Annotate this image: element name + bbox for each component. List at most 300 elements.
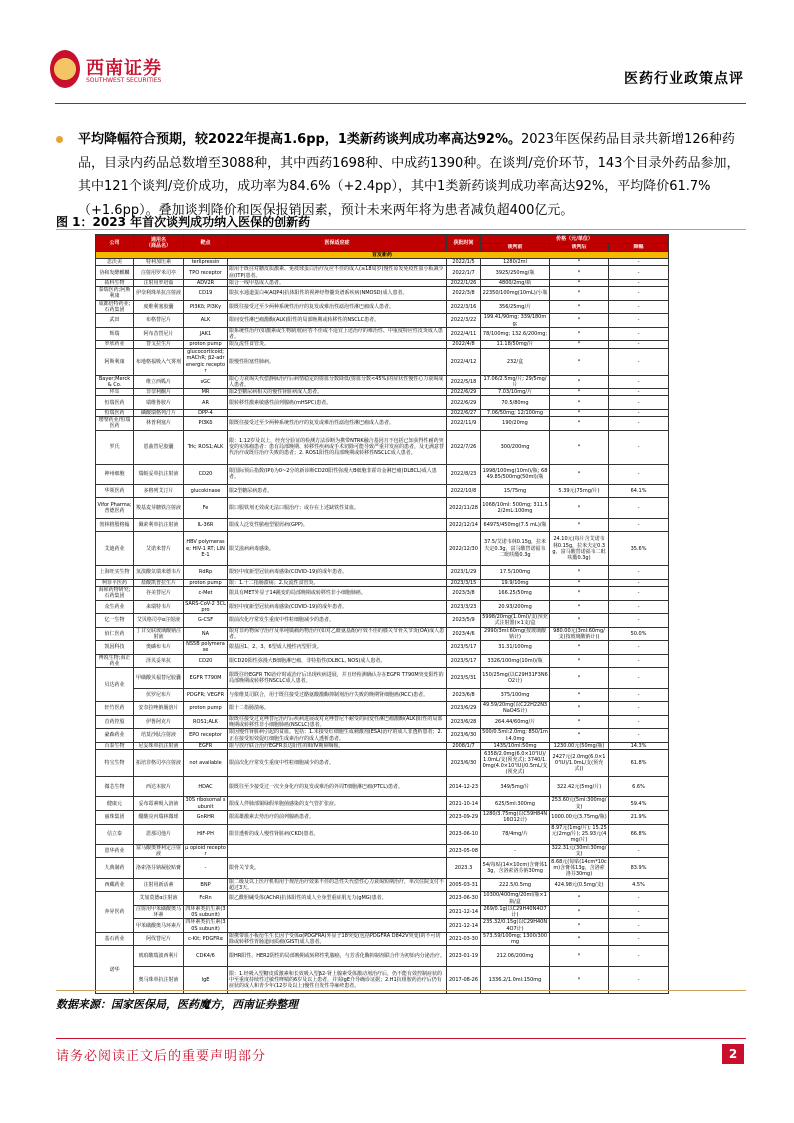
- cell-date: 2023/3/15: [447, 579, 481, 586]
- cell-price-before: 190/20mg: [481, 417, 550, 431]
- cell-name: 培莫沙肽注射液: [134, 729, 184, 743]
- table-row: [96, 858, 669, 878]
- cell-target: G-CSF: [184, 614, 228, 628]
- cell-target: MR: [184, 389, 228, 396]
- cell-price-drop: -: [609, 966, 669, 993]
- category-label: 首发新药: [96, 252, 669, 259]
- cell-price-drop: -: [609, 498, 669, 518]
- cell-price-before: 6358/2.0mg(6.0×10⁷IU)/1.0mL/支(预充式); 3740/1.0mg(4.0×10⁷IU)/0.5mL/支(预充式): [481, 749, 550, 776]
- table-row: [96, 566, 669, 580]
- table-row: [96, 287, 669, 301]
- cell-company: 璎黎药业/恒瑞医药: [96, 417, 134, 431]
- cell-price-after: *: [550, 600, 609, 614]
- table-row: [96, 614, 669, 628]
- footer-divider: [56, 1038, 746, 1039]
- cell-date: 2022/11/28: [447, 498, 481, 518]
- cell-price-before: 1435/10ml:50mg: [481, 742, 550, 749]
- cell-price-drop: -: [609, 946, 669, 966]
- table-row: [96, 417, 669, 431]
- cell-price-drop: -: [609, 287, 669, 301]
- cell-price-after: *: [550, 688, 609, 702]
- cell-name: 伊鲁阿克片: [134, 715, 184, 729]
- cell-price-before: 19.9/10mg: [481, 579, 550, 586]
- header-indication: 医保适应症: [228, 235, 447, 252]
- cell-price-before: 235.32/0.15g(以C29H40N4O7计): [481, 919, 550, 933]
- cell-price-after: *: [550, 905, 609, 919]
- cell-name: 拓培非格司亭注射液: [134, 749, 184, 776]
- cell-target: proton pump: [184, 579, 228, 586]
- cell-price-before: 212.06/200mg: [481, 946, 550, 966]
- cell-target: HDAC: [184, 777, 228, 797]
- table-row: [96, 688, 669, 702]
- cell-indication: 限成人泛发性脓疱型银屑病(GPP)。: [228, 518, 447, 532]
- cell-name: 布地格福吸入气雾剂: [134, 348, 184, 375]
- cell-price-after: *: [550, 654, 609, 668]
- cell-price-after: *: [550, 729, 609, 743]
- cell-company: 协和发酵麒麟: [96, 266, 134, 280]
- cell-name: 洛索洛芬钠凝胶贴膏: [134, 858, 184, 878]
- cell-price-before: 356/25mg/片: [481, 300, 550, 314]
- cell-name: 伏罗尼布片: [134, 688, 184, 702]
- cell-target: RdRp: [184, 566, 228, 580]
- cell-target: NS5B polymerase: [184, 641, 228, 655]
- cell-price-drop: -: [609, 464, 669, 484]
- cell-name: 度维利塞胶囊: [134, 300, 184, 314]
- cell-company: 罗氏: [96, 430, 134, 464]
- cell-price-drop: -: [609, 518, 669, 532]
- cell-indication: 限既往经EGFR TKI治疗时或治疗后出现疾病进展，并且经检测确认存在EGFR T790M突变阳性的局部晚期或转移性NSCLC成人患者。: [228, 668, 447, 688]
- cell-target: PI3Kδ; PI3Kγ: [184, 300, 228, 314]
- cell-price-drop: -: [609, 715, 669, 729]
- cell-price-before: 54/每贴(14×10cm)含膏体13g，含洛索洛芬钠30mg: [481, 858, 550, 878]
- cell-name: 泽贝妥单抗: [134, 654, 184, 668]
- cell-date: 2023/5/17: [447, 641, 481, 655]
- cell-price-before: 15/75mg: [481, 484, 550, 498]
- cell-company: 上海旺实生物: [96, 566, 134, 580]
- cell-indication: 限携带血小板衍生生长因子受体α(PDGFRA)外显子18突变(包括PDGFRA D842V突变)的不可切除或转移性胃肠道间质瘤(GIST)成人患者。: [228, 932, 447, 946]
- cell-price-drop: 21.9%: [609, 810, 669, 824]
- cell-price-drop: -: [609, 409, 669, 416]
- table-row: [96, 579, 669, 586]
- cell-name: 阿伐替尼片: [134, 932, 184, 946]
- cell-price-after: *: [550, 932, 609, 946]
- cell-company: 百泰生物: [96, 742, 134, 749]
- cell-company: 豪森药业: [96, 729, 134, 743]
- cell-price-drop: -: [609, 259, 669, 266]
- data-source: 数据来源：国家医保局，医药魔方，西南证券整理: [56, 998, 298, 1011]
- header-company: 公司: [96, 235, 134, 252]
- cell-name: 艾贝格司亭α注射液: [134, 614, 184, 628]
- cell-name: 氢溴酸氘瑞米德韦片: [134, 566, 184, 580]
- cell-price-drop: 14.3%: [609, 742, 669, 749]
- cell-price-drop: -: [609, 375, 669, 389]
- cell-date: 2022/3/8: [447, 287, 481, 301]
- cell-price-after: 322.42元(5mg/片): [550, 777, 609, 797]
- cell-target: AR: [184, 396, 228, 410]
- cell-price-after: 2427元(2.0mg(6.0×10⁷IU)/1.0mL/支(预充式)): [550, 749, 609, 776]
- table-row: [96, 729, 669, 743]
- cell-name: 阿布昔替尼片: [134, 327, 184, 341]
- cell-name: 瑞维鲁胺片: [134, 396, 184, 410]
- cell-indication: 限成人伴肺部铜绿假单胞菌感染的支气管扩张症。: [228, 797, 447, 811]
- report-type: 医药行业政策点评: [624, 71, 744, 87]
- cell-price-before: 70.5/80mg: [481, 396, 550, 410]
- cell-price-drop: -: [609, 641, 669, 655]
- cell-indication: [228, 905, 447, 919]
- cell-name: 替戈拉生片: [134, 341, 184, 348]
- cell-price-after: *: [550, 259, 609, 266]
- cell-company: 艾迪药业: [96, 532, 134, 566]
- cell-company: 佰仁医药: [96, 627, 134, 641]
- cell-price-before: 222.5/0.5mg: [481, 878, 550, 892]
- cell-price-after: *: [550, 579, 609, 586]
- table-header-row: [96, 235, 669, 244]
- cell-indication: 限艾滋病病毒感染。: [228, 532, 447, 566]
- cell-company: 奔昇医药: [96, 892, 134, 933]
- cell-price-before: 1280/3.75mg(以C59H84N16O12计): [481, 810, 550, 824]
- table-row: [96, 314, 669, 328]
- table-row: [96, 389, 669, 396]
- cell-price-before: 17.06/2.5mg/片; 29/5mg/片: [481, 375, 550, 389]
- table-row: [96, 932, 669, 946]
- cell-target: -: [184, 858, 228, 878]
- cell-price-before: 264.44/60mg/片: [481, 715, 550, 729]
- cell-date: 2022/1/5: [447, 259, 481, 266]
- cell-price-before: 78/100mg; 132.6/200mg;: [481, 327, 550, 341]
- cell-target: PDGFR; VEGFR: [184, 688, 228, 702]
- cell-price-after: 1000.00元(3.75mg/瓶): [550, 810, 609, 824]
- cell-name: 恩那司他片: [134, 824, 184, 844]
- table-row: [96, 341, 669, 348]
- cell-price-drop: -: [609, 905, 669, 919]
- cell-price-drop: -: [609, 919, 669, 933]
- cell-price-after: *: [550, 327, 609, 341]
- cell-target: not available: [184, 749, 228, 776]
- cell-company: 神州细胞: [96, 464, 134, 484]
- cell-price-drop: -: [609, 702, 669, 716]
- cell-name: 注射用甲苯磺酸奥马环素: [134, 905, 184, 919]
- cell-name: 注射用罗米司亭: [134, 266, 184, 280]
- cell-target: HBV polymerase; HIV-1 RT; LINE-1: [184, 532, 228, 566]
- cell-price-drop: -: [609, 300, 669, 314]
- footer-disclaimer: 请务必阅读正文后的重要声明部分: [56, 1049, 267, 1064]
- cell-name: 维立西呱片: [134, 375, 184, 389]
- header-after: 谈判后: [550, 243, 609, 252]
- table-row: [96, 396, 669, 410]
- table-row: [96, 266, 669, 280]
- cell-price-before: 375/100mg: [481, 688, 550, 702]
- cell-indication: 限需雄激素去势治疗的前列腺癌患者。: [228, 810, 447, 824]
- table-row: [96, 824, 669, 844]
- table-row: [96, 300, 669, 314]
- cell-price-before: 1280/2ml: [481, 259, 550, 266]
- cell-price-drop: -: [609, 614, 669, 628]
- cell-name: 盐酸凯普拉生片: [134, 579, 184, 586]
- cell-target: CDK4/6: [184, 946, 228, 966]
- cell-target: terlipressin: [184, 259, 228, 266]
- cell-price-after: *: [550, 566, 609, 580]
- cell-date: 2023/5/17: [447, 654, 481, 668]
- header-name: 通用名 （商品名）: [134, 235, 184, 252]
- table-row: [96, 518, 669, 532]
- paragraph-lead: 平均降幅符合预期，较2022年提高1.6pp，1类新药谈判成功率高达92%。: [78, 132, 521, 147]
- table-row: [96, 654, 669, 668]
- cell-name: 注射用新活素: [134, 878, 184, 892]
- table-row: [96, 375, 669, 389]
- cell-date: 2023/5/9: [447, 614, 481, 628]
- table-row: [96, 348, 669, 375]
- table-row: [96, 905, 669, 919]
- cell-company: 贝达药业: [96, 668, 134, 702]
- cell-price-before: 31.31/100mg: [481, 641, 550, 655]
- cell-price-drop: -: [609, 729, 669, 743]
- cell-target: Fe: [184, 498, 228, 518]
- cell-name: 西达本胺片: [134, 777, 184, 797]
- cell-date: 2022/7/26: [447, 430, 481, 464]
- table-row: [96, 749, 669, 776]
- table-row: [96, 586, 669, 600]
- cell-price-after: *: [550, 586, 609, 600]
- table-row: [96, 919, 669, 933]
- cell-date: 2023/3/8: [447, 586, 481, 600]
- cell-price-before: 625/5ml:300mg: [481, 797, 550, 811]
- cell-company: 华领医药: [96, 484, 134, 498]
- logo-mark-icon: [50, 50, 80, 88]
- cell-date: 2023/3/23: [447, 600, 481, 614]
- cell-indication: 限合一线甲基成人患者。: [228, 279, 447, 286]
- table-row: [96, 259, 669, 266]
- bullet-icon: [56, 136, 63, 143]
- table-row: [96, 715, 669, 729]
- cell-indication: 限2型糖尿病相关的慢性肾脏病成人患者。: [228, 389, 447, 396]
- cell-date: 2023/6/29: [447, 702, 481, 716]
- cell-price-drop: -: [609, 417, 669, 431]
- cell-indication: 限与放疗联合治疗EGFR表达阳性的III/IV期鼻咽癌。: [228, 742, 447, 749]
- cell-date: 2022/10/8: [447, 484, 481, 498]
- cell-price-after: *: [550, 668, 609, 688]
- cell-date: 2022/3/16: [447, 300, 481, 314]
- cell-date: 2005-03-31: [447, 878, 481, 892]
- cell-name: 艾诺米替片: [134, 532, 184, 566]
- cell-target: IgE: [184, 966, 228, 993]
- table-row: [96, 498, 669, 518]
- cell-date: 2021-03-30: [447, 932, 481, 946]
- cell-price-after: 322.31元(30ml:30mg/支): [550, 844, 609, 858]
- cell-target: TPO receptor: [184, 266, 228, 280]
- cell-price-after: 1230.00元(50mg/瓶): [550, 742, 609, 749]
- cell-indication: 限既往接受过至少两种系统性治疗的复发或难治性滤泡性淋巴瘤成人患者。: [228, 417, 447, 431]
- cell-price-after: *: [550, 375, 609, 389]
- cell-target: CD19: [184, 287, 228, 301]
- cell-indication: [228, 844, 447, 858]
- cell-price-before: 2990/3ml:60mg(按玻璃酸钠计): [481, 627, 550, 641]
- cell-price-before: 20.93/200mg: [481, 600, 550, 614]
- cell-company: 丽珠集团: [96, 810, 134, 824]
- cell-company: 特宝生物: [96, 749, 134, 776]
- cell-price-after: *: [550, 641, 609, 655]
- cell-target: PI3Kδ: [184, 417, 228, 431]
- cell-indication: 限既往接受过至少两种系统性治疗的复发或难治性滤泡性淋巴瘤成人患者。: [228, 300, 447, 314]
- cell-name: 安奈拉唑钠肠溶片: [134, 702, 184, 716]
- cell-target: sGC: [184, 375, 228, 389]
- cell-date: 2023-06-10: [447, 824, 481, 844]
- cell-date: 2022/6/29: [447, 389, 481, 396]
- cell-company: 泰瑞医药;阿斯利康: [96, 287, 134, 301]
- cell-indication: 限：1.12岁及以上，经充分验证的检测方法诊断为携带NTRK融合基因且不包括已知获得性耐药突变的实体瘤患者：患有局部晚期、转移性疾病或手术切除可能导致严重并发症的患者，及无满意替代治疗或既往治疗失败的患者；2. ROS1阳性的局部晚期或转移性NSCLC成人患者。: [228, 430, 447, 464]
- table-row: [96, 627, 669, 641]
- cell-target: μ opioid receptor: [185, 844, 226, 858]
- cell-price-drop: -: [609, 314, 669, 328]
- category-row: [96, 252, 669, 259]
- cell-name: 佩索利单抗注射液: [134, 518, 184, 532]
- cell-company: 阿斯利康: [96, 348, 134, 375]
- cell-price-drop: -: [609, 600, 669, 614]
- table-row: [96, 892, 669, 906]
- cell-price-before: 64975/450mg(7.5 mL)/瓶: [481, 518, 550, 532]
- cell-target: CD20: [184, 654, 228, 668]
- cell-indication: 限反流性食管炎。: [228, 341, 447, 348]
- cell-price-before: 37.5/艾诺韦林0.15g，拉米夫定0.3g，富马酸替诺福韦二吡呋酯0.3g: [481, 532, 550, 566]
- cell-price-drop: -: [609, 566, 669, 580]
- cell-price-before: 166.25/50mg: [481, 586, 550, 600]
- cell-target: ROS1;ALK: [184, 715, 228, 729]
- cell-company: 恩华药业: [96, 844, 134, 858]
- table-row: [96, 600, 669, 614]
- cell-price-drop: 83.9%: [609, 858, 669, 878]
- table-row: [96, 797, 669, 811]
- cell-target: GnRHR: [184, 810, 228, 824]
- cell-indication: 限：1.经吸入型糖皮质激素和长效吸入型β2-肾上腺素受体激动剂治疗后，仍不能有效控制症状的中至重度持续性过敏性哮喘的6岁及以上患者，并需IgE介导确诊证据；2.H1抗组胺药治疗后仍有症状的成人和青少年(12岁及以上)慢性自发性荨麻疹患者。: [228, 966, 447, 993]
- cell-target: 30S ribosomal subunit: [185, 797, 226, 810]
- cell-date: 2023-05-08: [447, 844, 481, 858]
- table-row: [96, 742, 669, 749]
- cell-date: 2022/1/26: [447, 279, 481, 286]
- cell-indication: 限二级及以上医疗机构用于规范治疗效果不佳的急性失代偿性心力衰竭短期治疗，单次住院支付不超过3天。: [228, 878, 447, 892]
- cell-price-drop: -: [609, 279, 669, 286]
- cell-price-drop: 4.5%: [609, 878, 669, 892]
- cell-price-before: 3925/250mg/瓶: [481, 266, 550, 280]
- cell-target: glucokinase: [184, 484, 228, 498]
- cell-name: 妥布霉素吸入溶液: [134, 797, 184, 811]
- cell-price-drop: -: [609, 348, 669, 375]
- cell-date: 2023/6/30: [447, 729, 481, 743]
- cell-price-before: 3326/100mg(10ml)/瓶: [481, 654, 550, 668]
- cell-price-after: 980.00元(3ml:60mg/支(按玻璃酸钠计)): [550, 627, 609, 641]
- cell-target: Trk; ROS1;ALK: [184, 430, 228, 464]
- cell-company: 勃林格殷格翰: [96, 518, 134, 532]
- cell-price-before: 573.59/100mg; 1300/300mg: [481, 932, 550, 946]
- summary-paragraph: [56, 128, 746, 222]
- cell-price-before: 78/4mg/片: [481, 824, 550, 844]
- header-price: 价格（元/单位）: [481, 235, 669, 244]
- cell-indication: 限轻中度新型冠状病毒感染(COVID-19)的成年患者。: [228, 600, 447, 614]
- cell-price-after: *: [550, 348, 609, 375]
- cell-price-drop: 64.1%: [609, 484, 669, 498]
- cell-price-after: 5.39元(75mg/片): [550, 484, 609, 498]
- cell-company: Vifor Pharma;普德医药: [96, 498, 134, 518]
- cell-company: 众生药业: [96, 600, 134, 614]
- cell-date: 2021-12-14: [447, 919, 481, 933]
- cell-target: JAK1: [184, 327, 228, 341]
- cell-target: SARS-CoV-2 3CLpro: [185, 600, 226, 613]
- cell-date: 2008/1/7: [447, 742, 481, 749]
- cell-price-drop: -: [609, 396, 669, 410]
- cell-indication: 限用于既往对糖皮质激素、免疫球蛋白治疗反应不佳的成人(≥18周岁)慢性原发免疫性血小板减少症(ITP)患者。: [228, 266, 447, 280]
- cell-indication: 限口服铁剂无效或无法口服治疗；或存在上述缺铁性贫血。: [228, 498, 447, 518]
- cell-indication: 限抗水通道蛋白4(AQP4)抗体阳性的视神经脊髓炎谱系疾病(NMOSD)成人患者。: [228, 287, 447, 301]
- cell-date: 2022/1/7: [447, 266, 481, 280]
- cell-date: 2022/6/27: [447, 409, 481, 416]
- header-date: 获批时间: [447, 235, 481, 252]
- table-row: [96, 409, 669, 416]
- cell-price-before: 7.03/10mg/片: [481, 389, 550, 396]
- cell-name: 奥磷布韦片: [134, 641, 184, 655]
- cell-name: 林普利塞片: [134, 417, 184, 431]
- cell-date: 2022/5/18: [447, 375, 481, 389]
- cell-price-before: 17.5/100mg: [481, 566, 550, 580]
- table-row: [96, 327, 669, 341]
- cell-date: 2021-12-14: [447, 905, 481, 919]
- cell-price-after: *: [550, 919, 609, 933]
- cell-company: 成都倍特药业;石药集团: [96, 300, 134, 314]
- cell-indication: [228, 409, 447, 416]
- cell-date: 2023.3: [447, 858, 481, 878]
- cell-price-before: 300/200mg: [481, 430, 550, 464]
- cell-price-after: 24.10元(每片含艾诺韦林0.15g，拉米夫定0.3g，富马酸替诺福韦二吡呋酯0.3g): [550, 532, 609, 566]
- cell-price-after: 424.98元(0.5mg/支): [550, 878, 609, 892]
- cell-price-drop: 6.6%: [609, 777, 669, 797]
- page-number: 2: [722, 1044, 744, 1064]
- cell-name: 尼妥珠单抗注射液: [134, 742, 184, 749]
- cell-price-after: *: [550, 389, 609, 396]
- cell-price-before: 5998/20mg(1.0ml)/支(预充式注射器)×1支/盒: [482, 614, 548, 627]
- header-divider: [55, 103, 746, 104]
- cell-name: 布格替尼片: [134, 314, 184, 328]
- cell-indication: 限前次化疗常发生重度中性粒细胞减少的患者。: [228, 749, 447, 776]
- cell-company: 西藏药业: [96, 878, 134, 892]
- cell-price-after: 8.68元(每贴(14cm*10cm)含膏体13g，含洛索洛芬30mg): [551, 858, 607, 878]
- drug-table-container: [95, 234, 668, 994]
- cell-name: 甲磺酸贝福替尼胶囊: [134, 668, 184, 688]
- cell-target: 四环素类抗生素(30S subunit): [185, 919, 226, 932]
- cell-price-after: *: [550, 279, 609, 286]
- table-row: [96, 668, 669, 688]
- cell-name: 多格列艾汀片: [134, 484, 184, 498]
- table-row: [96, 464, 669, 484]
- cell-target: DPP-4: [184, 409, 228, 416]
- cell-indication: 限因慢性肾脏病引起的贫血。包括：1.未接受红细胞生成刺激剂(ESA)治疗的成人非透析患者；2.正在接受短效促红细胞生成素治疗的成人透析患者。: [228, 729, 447, 743]
- cell-indication: 限国际预后指数(IPI)为0~2分的新诊断CD20阳性弥漫大B细胞非霍奇金淋巴瘤(DLBCL)成人患者。: [228, 464, 447, 484]
- logo-chinese-name: 西南证券: [86, 58, 162, 79]
- drug-table: [95, 234, 669, 994]
- table-row: [96, 946, 669, 966]
- cell-price-before: 7.06/50mg; 12/100mg: [481, 409, 550, 416]
- cell-price-before: 150/25mg(以C29H31F3N6O2计): [481, 668, 550, 688]
- cell-price-after: *: [550, 892, 609, 906]
- cell-date: 2023-06-30: [447, 892, 481, 906]
- cell-name: 注射用罗培茹: [134, 279, 184, 286]
- cell-target: c-Kit; PDGFRα: [184, 932, 228, 946]
- cell-name: 奥马珠单抗注射液: [134, 966, 184, 993]
- cell-price-before: 49.59/20mg(以C22H22N3NaO4S计): [481, 702, 550, 716]
- cell-company: 武田: [96, 314, 134, 328]
- cell-price-before: 349/5mg/片: [481, 777, 550, 797]
- cell-target: ALK: [184, 314, 228, 328]
- cell-target: c-Met: [184, 586, 228, 600]
- cell-date: 2022/4/11: [447, 327, 481, 341]
- table-row: [96, 641, 669, 655]
- cell-company: 基石药业: [96, 932, 134, 946]
